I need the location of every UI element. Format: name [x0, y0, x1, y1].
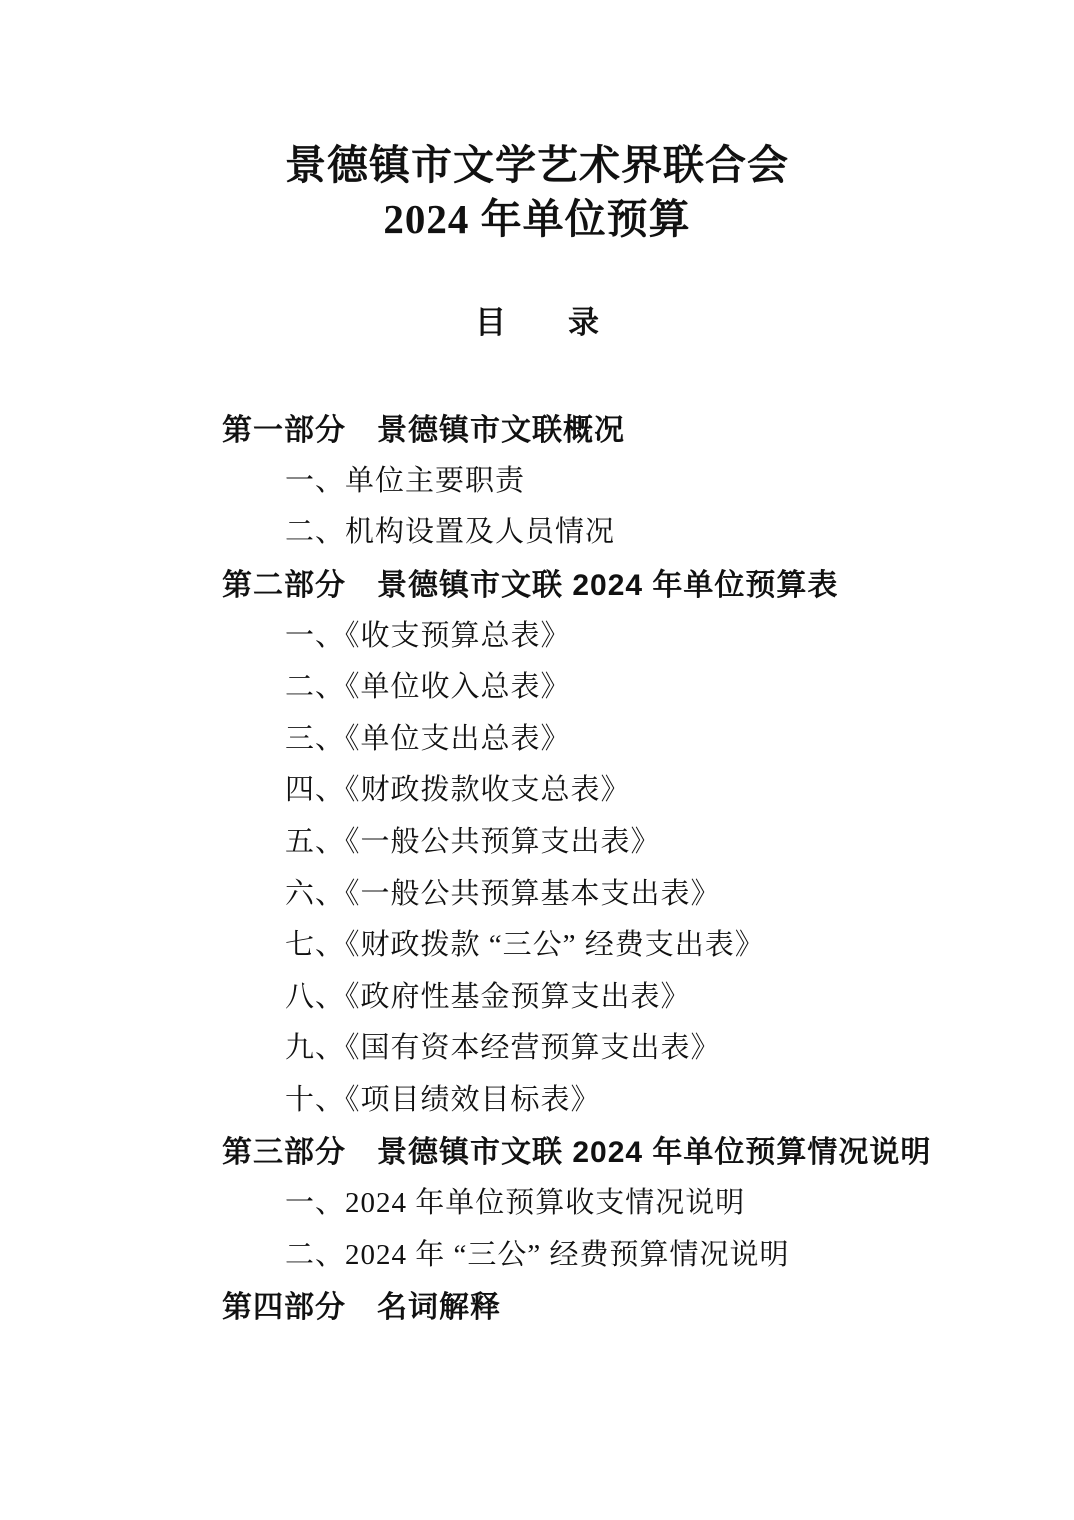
toc-section-heading-part4: 第四部分 名词解释 [222, 1290, 501, 1324]
toc-section-heading-part3: 第三部分 景德镇市文联 2024 年单位预算情况说明 [222, 1136, 932, 1170]
toc-item: 二、机构设置及人员情况 [285, 516, 616, 549]
document-title-line2: 2024 年单位预算 [383, 196, 691, 242]
toc-item: 一、单位主要职责 [285, 464, 526, 497]
toc-item: 四、《财政拨款收支总表》 [285, 774, 631, 807]
document-title [0, 0, 1074, 246]
toc-item: 二、2024 年 “三公” 经费预算情况说明 [285, 1238, 790, 1271]
toc-item: 一、2024 年单位预算收支情况说明 [285, 1187, 746, 1220]
toc-item: 二、《单位收入总表》 [285, 671, 571, 704]
toc-item: 六、《一般公共预算基本支出表》 [285, 877, 721, 910]
toc-item: 十、《项目绩效目标表》 [285, 1084, 601, 1117]
toc-item: 八、《政府性基金预算支出表》 [285, 980, 691, 1013]
toc-section-heading-part2: 第二部分 景德镇市文联 2024 年单位预算表 [222, 568, 839, 602]
toc-list [0, 401, 1074, 1330]
toc-section-heading-part1: 第一部分 景德镇市文联概况 [222, 413, 625, 447]
toc-item: 一、《收支预算总表》 [285, 619, 571, 652]
toc-item: 三、《单位支出总表》 [285, 722, 571, 755]
toc-item: 七、《财政拨款 “三公” 经费支出表》 [285, 929, 765, 962]
toc-heading: 目 录 [475, 305, 599, 340]
toc-item: 九、《国有资本经营预算支出表》 [285, 1032, 721, 1065]
toc-item: 五、《一般公共预算支出表》 [285, 826, 661, 859]
document-title-line1: 景德镇市文学艺术界联合会 [285, 142, 789, 188]
